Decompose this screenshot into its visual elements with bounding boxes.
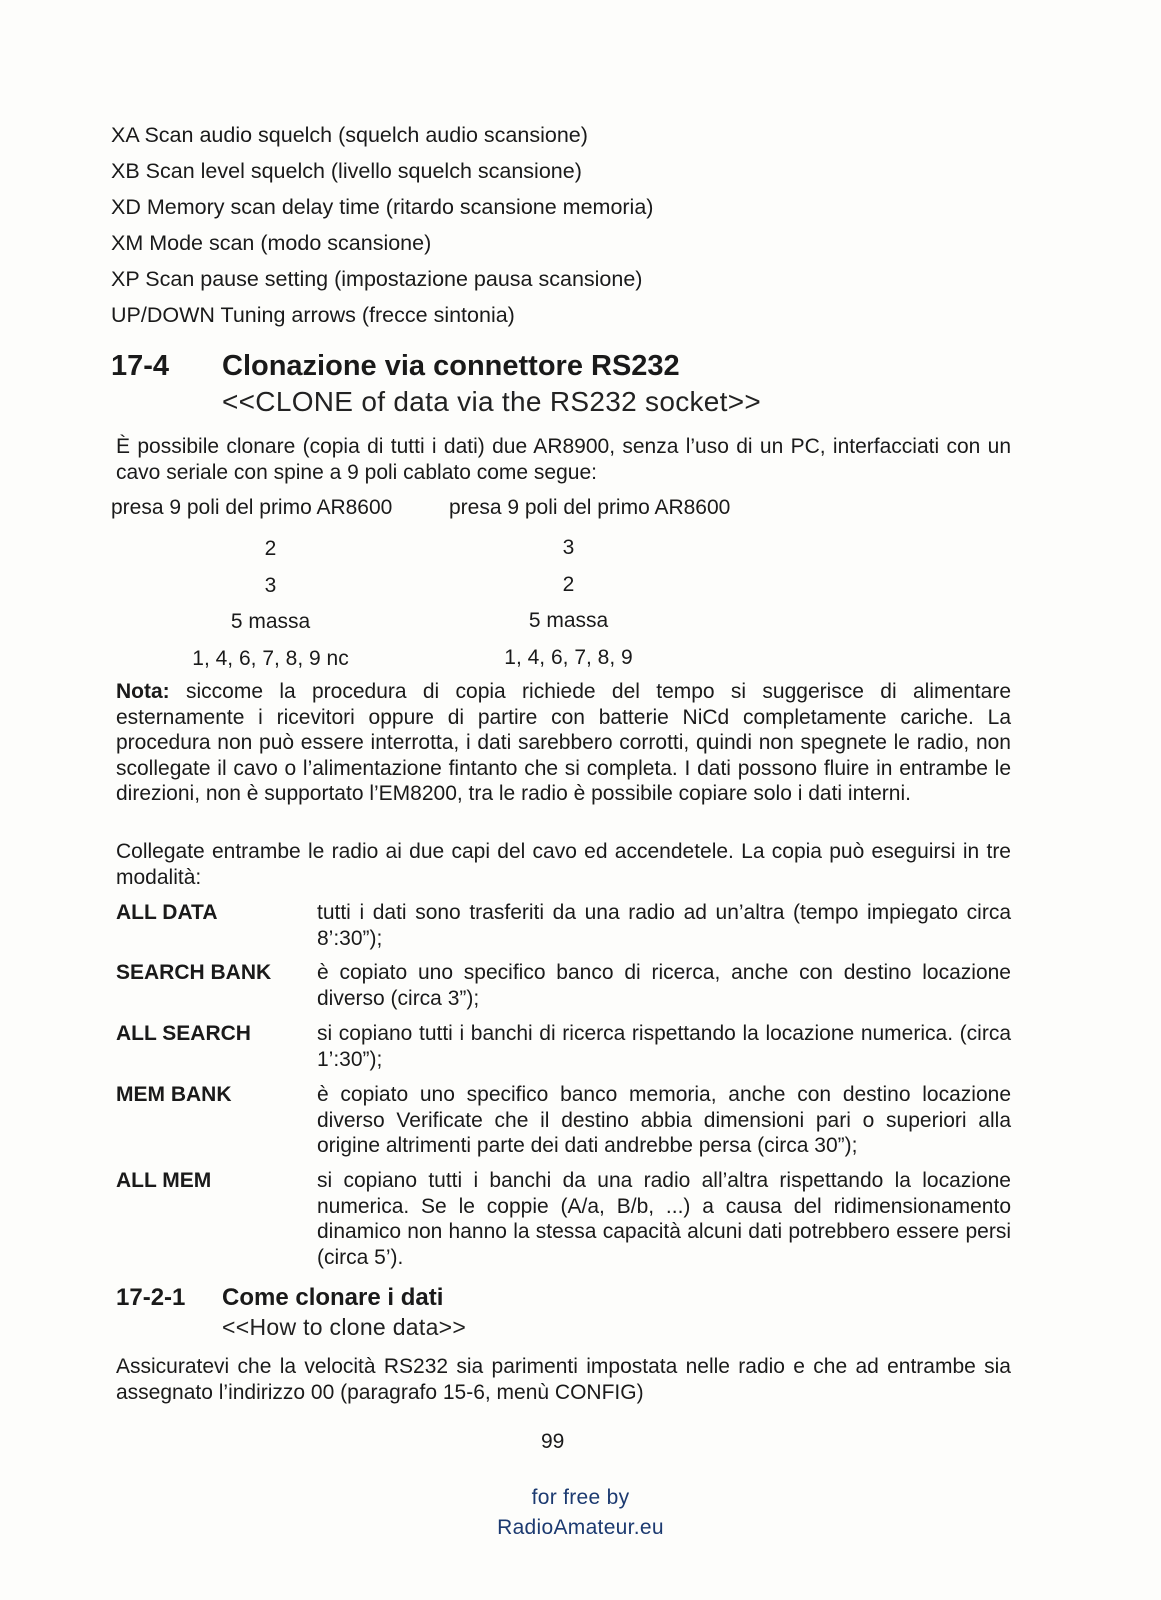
- subsection-subtitle: <<How to clone data>>: [222, 1314, 467, 1340]
- pin-entry: 5 massa: [528, 609, 609, 632]
- mode-description: tutti i dati sono trasferiti da una radio ad un’altra (tempo impiegato circa 8’:30”);: [317, 901, 1011, 950]
- footer-site-link[interactable]: RadioAmateur.eu: [497, 1516, 664, 1539]
- connect-paragraph: Collegate entrambe le radio ai due capi del cavo ed accendetele. La copia può eseguirsi in tre modalità:: [116, 840, 1011, 889]
- mode-description: si copiano tutti i banchi di ricerca rispettando la locazione numerica. (circa 1’:30”);: [317, 1022, 1011, 1071]
- pin-entry: 5 massa: [230, 610, 311, 633]
- pinout-right-header: presa 9 poli del primo AR8600: [449, 496, 731, 519]
- pin-entry: 3: [264, 573, 277, 597]
- scan-command-list: [111, 117, 811, 333]
- setup-paragraph: Assicuratevi che la velocità RS232 sia parimenti impostata nelle radio e che ad entrambe sia assegnato l’indirizzo 00 (paragrafo 15-6, menù CONFIG): [116, 1355, 1011, 1404]
- pinout-left-column: [178, 531, 363, 677]
- intro-paragraph: È possibile clonare (copia di tutti i dati) due AR8900, senza l’uso di un PC, interfacciati con un cavo seriale con spine a 9 poli cablato come segue:: [116, 435, 1011, 484]
- page-number: 99: [541, 1430, 565, 1453]
- pinout-right-column: [476, 530, 661, 676]
- note-text: siccome la procedura di copia richiede del tempo si suggerisce di alimentare esternamente i ricevitori oppure di partire con batterie NiCd completamente cariche. La procedura non può essere interrotta, i dati sarebbero corrotti, quindi non spegnete le radio, non scollegate il cavo o l’alimentazione fintanto che si completa. I dati possono fluire in entrambe le direzioni, non è supportato l’EM8200, tra le radio è possibile copiare solo i dati interni.: [116, 680, 1011, 805]
- mode-term: ALL DATA: [116, 901, 218, 924]
- section-title: Clonazione via connettore RS232: [222, 350, 680, 382]
- command-line: XP Scan pause setting (impostazione pausa scansione): [111, 267, 643, 291]
- pin-entry: 2: [562, 572, 575, 596]
- pin-entry: 3: [562, 536, 575, 559]
- pin-entry: 2: [264, 537, 277, 560]
- mode-description: è copiato uno specifico banco di ricerca, anche con destino locazione diverso (circa 3”);: [317, 961, 1011, 1010]
- mode-description: è copiato uno specifico banco memoria, anche con destino locazione diverso Verificate che il destino abbia dimensioni pari o superiori alla origine altrimenti parte dei dati andrebbe persa (circa 30”);: [317, 1083, 1011, 1157]
- pin-entry: 1, 4, 6, 7, 8, 9: [504, 645, 633, 669]
- pin-entry: 1, 4, 6, 7, 8, 9 nc: [192, 646, 349, 670]
- command-line: XB Scan level squelch (livello squelch scansione): [111, 159, 582, 183]
- note-paragraph: [116, 679, 1011, 807]
- command-line: XD Memory scan delay time (ritardo scansione memoria): [111, 195, 654, 219]
- mode-term: ALL SEARCH: [116, 1022, 251, 1045]
- subsection-title: Come clonare i dati: [222, 1284, 444, 1311]
- pinout-left-header: presa 9 poli del primo AR8600: [111, 496, 393, 519]
- footer-credit: for free by: [531, 1486, 630, 1509]
- subsection-number: 17-2-1: [116, 1284, 186, 1311]
- section-number: 17-4: [111, 350, 170, 382]
- command-line: XM Mode scan (modo scansione): [111, 231, 432, 255]
- mode-description: si copiano tutti i banchi da una radio all’altra rispettando la locazione numerica. Se le coppie (A/a, B/b, ...) a causa del ridimensionamento dinamico non hanno la stessa capacità alcuni dati potrebbero essere persi (circa 5’).: [317, 1169, 1011, 1269]
- command-line: XA Scan audio squelch (squelch audio scansione): [111, 123, 588, 147]
- note-label: Nota:: [116, 680, 170, 703]
- mode-term: SEARCH BANK: [116, 961, 272, 984]
- mode-term: MEM BANK: [116, 1083, 232, 1106]
- section-subtitle: <<CLONE of data via the RS232 socket>>: [222, 386, 762, 417]
- mode-term: ALL MEM: [116, 1169, 212, 1192]
- command-line: UP/DOWN Tuning arrows (frecce sintonia): [111, 303, 515, 327]
